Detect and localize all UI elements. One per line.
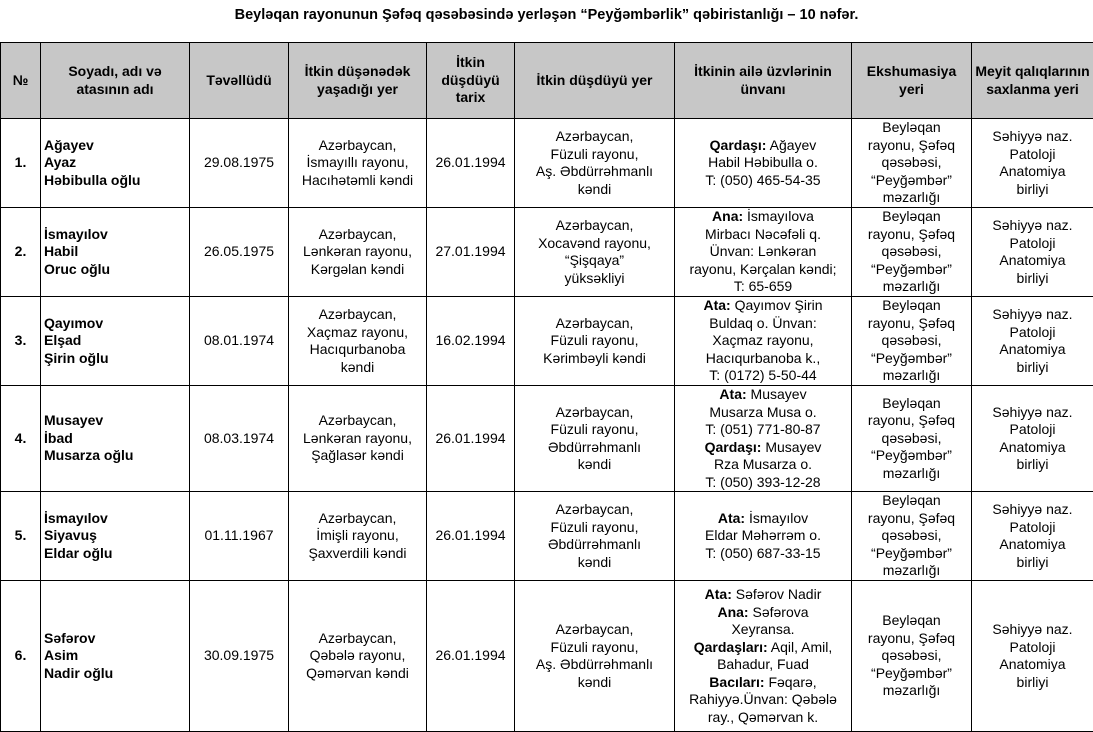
family-line: [678, 154, 848, 172]
place-line: Aş. Əbdürrəhmanlı: [518, 656, 671, 674]
exhumation-place: [852, 208, 972, 297]
relation-label: Ata:: [703, 297, 730, 313]
exhumation-line: Beyləqan: [855, 612, 968, 630]
exhumation-line: “Peyğəmbər”: [855, 447, 968, 465]
header-residence: İtkin düşənədək yaşadığı yer: [289, 43, 427, 119]
residence-line: Hacıhətəmli kəndi: [292, 172, 423, 190]
place-line: Füzuli rayonu,: [518, 332, 671, 350]
family-text: T: (050) 687-33-15: [705, 545, 820, 561]
relation-label: Ana:: [712, 208, 743, 224]
exhumation-line: Beyləqan: [855, 492, 968, 510]
name-line: Eldar oğlu: [44, 545, 186, 563]
name-line: Oruc oğlu: [44, 261, 186, 279]
family-line: [678, 674, 848, 692]
exhumation-line: Beyləqan: [855, 208, 968, 226]
exhumation-line: Beyləqan: [855, 395, 968, 413]
exhumation-line: məzarlığı: [855, 367, 968, 385]
family-line: [678, 527, 848, 545]
family-text: Ünvan: Lənkəran: [710, 243, 817, 259]
storage-line: birliyi: [975, 554, 1090, 572]
missing-place: [515, 208, 675, 297]
family-address: [675, 386, 852, 492]
family-line: [678, 639, 848, 657]
storage-line: Səhiyyə naz.: [975, 128, 1090, 146]
place-line: Füzuli rayonu,: [518, 146, 671, 164]
family-address: [675, 297, 852, 386]
header-exhumation-place: Ekshumasiya yeri: [852, 43, 972, 119]
person-name: [41, 297, 190, 386]
storage-line: Anatomiya: [975, 536, 1090, 554]
name-line: Asim: [44, 647, 186, 665]
residence: [289, 492, 427, 581]
residence-line: Xaçmaz rayonu,: [292, 324, 423, 342]
name-line: Musayev: [44, 412, 186, 430]
place-line: Xocavənd rayonu,: [518, 235, 671, 253]
family-text: Rahiyyə.Ünvan: Qəbələ: [689, 691, 837, 707]
exhumation-line: məzarlığı: [855, 682, 968, 700]
relation-label: Ana:: [717, 604, 748, 620]
residence: [289, 119, 427, 208]
storage-line: Patoloji: [975, 421, 1090, 439]
storage-place: [972, 492, 1093, 581]
birth-date: 01.11.1967: [190, 492, 289, 581]
name-line: İsmayılov: [44, 510, 186, 528]
exhumation-line: rayonu, Şəfəq: [855, 226, 968, 244]
name-line: Qayımov: [44, 315, 186, 333]
row-number: 5.: [1, 492, 41, 581]
name-line: Habil: [44, 243, 186, 261]
name-line: İsmayılov: [44, 226, 186, 244]
storage-place: [972, 119, 1093, 208]
row-number: 2.: [1, 208, 41, 297]
family-text: İsmayılova: [747, 208, 814, 224]
family-line: [678, 510, 848, 528]
relation-label: Qardaşı:: [705, 439, 762, 455]
storage-line: Səhiyyə naz.: [975, 621, 1090, 639]
missing-place: [515, 119, 675, 208]
storage-line: Patoloji: [975, 324, 1090, 342]
birth-date: 08.03.1974: [190, 386, 289, 492]
missing-place: [515, 297, 675, 386]
exhumation-line: “Peyğəmbər”: [855, 665, 968, 683]
residence: [289, 386, 427, 492]
family-text: Mirbacı Nəcəfəli q.: [705, 226, 821, 242]
exhumation-line: rayonu, Şəfəq: [855, 137, 968, 155]
exhumation-line: Beyləqan: [855, 119, 968, 137]
family-text: Habil Həbibulla o.: [708, 154, 818, 170]
exhumation-line: “Peyğəmbər”: [855, 350, 968, 368]
table-header-row: [1, 43, 1093, 119]
name-line: Şirin oğlu: [44, 350, 186, 368]
storage-line: Anatomiya: [975, 341, 1090, 359]
storage-place: [972, 208, 1093, 297]
header-storage-place: Meyit qalıqlarının saxlanma yeri: [972, 43, 1093, 119]
storage-line: birliyi: [975, 359, 1090, 377]
residence-line: Azərbaycan,: [292, 306, 423, 324]
missing-place: [515, 492, 675, 581]
family-line: [678, 208, 848, 226]
family-line: [678, 226, 848, 244]
family-line: [678, 421, 848, 439]
name-line: Nadir oğlu: [44, 665, 186, 683]
table-row: [1, 297, 1093, 386]
table-body: [1, 119, 1093, 732]
storage-line: birliyi: [975, 181, 1090, 199]
table-row: [1, 581, 1093, 732]
residence-line: Hacıqurbanoba: [292, 341, 423, 359]
family-line: [678, 297, 848, 315]
header-birth-date: Təvəllüdü: [190, 43, 289, 119]
family-line: [678, 439, 848, 457]
table-row: [1, 492, 1093, 581]
family-text: Hacıqurbanoba k.,: [706, 350, 820, 366]
family-line: [678, 656, 848, 674]
family-line: [678, 350, 848, 368]
place-line: Əbdürrəhmanlı: [518, 439, 671, 457]
residence-line: Qəmərvan kəndi: [292, 665, 423, 683]
exhumation-line: qəsəbəsi,: [855, 154, 968, 172]
place-line: kəndi: [518, 456, 671, 474]
exhumation-line: “Peyğəmbər”: [855, 545, 968, 563]
place-line: kəndi: [518, 181, 671, 199]
exhumation-line: qəsəbəsi,: [855, 430, 968, 448]
name-line: Elşad: [44, 332, 186, 350]
storage-line: birliyi: [975, 456, 1090, 474]
relation-label: Ata:: [718, 510, 745, 526]
relation-label: Ata:: [705, 586, 732, 602]
missing-date: 26.01.1994: [427, 386, 515, 492]
family-line: [678, 709, 848, 727]
exhumation-line: “Peyğəmbər”: [855, 172, 968, 190]
missing-place: [515, 581, 675, 732]
family-text: Ağayev: [770, 137, 817, 153]
row-number: 4.: [1, 386, 41, 492]
exhumation-line: qəsəbəsi,: [855, 647, 968, 665]
exhumation-line: rayonu, Şəfəq: [855, 510, 968, 528]
exhumation-line: məzarlığı: [855, 465, 968, 483]
missing-date: 27.01.1994: [427, 208, 515, 297]
family-text: T: (050) 393-12-28: [705, 474, 820, 490]
storage-line: Səhiyyə naz.: [975, 306, 1090, 324]
residence: [289, 581, 427, 732]
family-address: [675, 119, 852, 208]
birth-date: 29.08.1975: [190, 119, 289, 208]
burial-table: [0, 42, 1093, 732]
exhumation-line: məzarlığı: [855, 189, 968, 207]
header-missing-place: İtkin düşdüyü yer: [515, 43, 675, 119]
family-line: [678, 315, 848, 333]
residence-line: İmişli rayonu,: [292, 527, 423, 545]
residence-line: Lənkəran rayonu,: [292, 430, 423, 448]
place-line: “Şişqaya”: [518, 252, 671, 270]
storage-line: Patoloji: [975, 146, 1090, 164]
storage-line: Anatomiya: [975, 656, 1090, 674]
document-title: Beyləqan rayonunun Şəfəq qəsəbəsində yerləşən “Peyğəmbərlik” qəbiristanlığı – 10 nəfər.: [0, 5, 1093, 25]
row-number: 3.: [1, 297, 41, 386]
name-line: Həbibulla oğlu: [44, 172, 186, 190]
exhumation-place: [852, 581, 972, 732]
place-line: Aş. Əbdürrəhmanlı: [518, 163, 671, 181]
relation-label: Bacıları:: [709, 674, 764, 690]
person-name: [41, 492, 190, 581]
residence-line: Azərbaycan,: [292, 137, 423, 155]
name-line: Ağayev: [44, 137, 186, 155]
storage-line: birliyi: [975, 270, 1090, 288]
family-text: Səfərova: [752, 604, 808, 620]
exhumation-place: [852, 386, 972, 492]
place-line: Azərbaycan,: [518, 315, 671, 333]
name-line: İbad: [44, 430, 186, 448]
storage-line: Anatomiya: [975, 163, 1090, 181]
family-line: [678, 586, 848, 604]
residence-line: Azərbaycan,: [292, 226, 423, 244]
residence-line: kəndi: [292, 359, 423, 377]
relation-label: Ata:: [719, 386, 746, 402]
storage-line: birliyi: [975, 674, 1090, 692]
family-text: Xeyransa.: [731, 621, 794, 637]
table-row: [1, 119, 1093, 208]
row-number: 6.: [1, 581, 41, 732]
family-line: [678, 243, 848, 261]
family-line: [678, 456, 848, 474]
residence: [289, 208, 427, 297]
residence-line: Qəbələ rayonu,: [292, 647, 423, 665]
residence-line: Azərbaycan,: [292, 510, 423, 528]
place-line: Əbdürrəhmanlı: [518, 536, 671, 554]
family-text: ray., Qəmərvan k.: [708, 709, 818, 725]
family-text: Musayev: [765, 439, 821, 455]
family-text: Rza Musarza o.: [714, 456, 812, 472]
storage-line: Səhiyyə naz.: [975, 217, 1090, 235]
storage-place: [972, 581, 1093, 732]
family-text: Buldaq o. Ünvan:: [709, 315, 816, 331]
relation-label: Qardaşı:: [710, 137, 767, 153]
missing-date: 26.01.1994: [427, 581, 515, 732]
family-line: [678, 621, 848, 639]
residence-line: Kərgəlan kəndi: [292, 261, 423, 279]
exhumation-line: qəsəbəsi,: [855, 243, 968, 261]
family-text: Səfərov Nadir: [736, 586, 822, 602]
place-line: kəndi: [518, 554, 671, 572]
family-text: T: (050) 465-54-35: [705, 172, 820, 188]
storage-place: [972, 386, 1093, 492]
storage-line: Anatomiya: [975, 439, 1090, 457]
exhumation-place: [852, 119, 972, 208]
residence-line: Azərbaycan,: [292, 412, 423, 430]
person-name: [41, 581, 190, 732]
name-line: Siyavuş: [44, 527, 186, 545]
family-address: [675, 208, 852, 297]
relation-label: Qardaşları:: [694, 639, 768, 655]
family-text: İsmayılov: [749, 510, 808, 526]
family-text: T: (051) 771-80-87: [705, 421, 820, 437]
family-line: [678, 691, 848, 709]
exhumation-line: məzarlığı: [855, 562, 968, 580]
family-line: [678, 367, 848, 385]
storage-line: Patoloji: [975, 639, 1090, 657]
storage-place: [972, 297, 1093, 386]
family-line: [678, 137, 848, 155]
birth-date: 26.05.1975: [190, 208, 289, 297]
family-address: [675, 581, 852, 732]
family-text: Aqil, Amil,: [771, 639, 832, 655]
storage-line: Patoloji: [975, 235, 1090, 253]
missing-date: 26.01.1994: [427, 119, 515, 208]
exhumation-line: qəsəbəsi,: [855, 527, 968, 545]
person-name: [41, 119, 190, 208]
family-text: Eldar Məhərrəm o.: [705, 527, 821, 543]
residence-line: Azərbaycan,: [292, 630, 423, 648]
exhumation-line: məzarlığı: [855, 278, 968, 296]
exhumation-place: [852, 297, 972, 386]
family-text: rayonu, Kərçalan kəndi;: [689, 261, 836, 277]
birth-date: 08.01.1974: [190, 297, 289, 386]
storage-line: Səhiyyə naz.: [975, 501, 1090, 519]
family-text: T: 65-659: [734, 278, 792, 294]
storage-line: Anatomiya: [975, 252, 1090, 270]
place-line: kəndi: [518, 674, 671, 692]
exhumation-line: Beyləqan: [855, 297, 968, 315]
place-line: yüksəkliyi: [518, 270, 671, 288]
header-full-name: Soyadı, adı və atasının adı: [41, 43, 190, 119]
person-name: [41, 208, 190, 297]
table-row: [1, 208, 1093, 297]
place-line: Füzuli rayonu,: [518, 519, 671, 537]
birth-date: 30.09.1975: [190, 581, 289, 732]
residence-line: Şağlasər kəndi: [292, 447, 423, 465]
place-line: Azərbaycan,: [518, 621, 671, 639]
family-text: Qayımov Şirin: [735, 297, 823, 313]
table-row: [1, 386, 1093, 492]
missing-date: 26.01.1994: [427, 492, 515, 581]
family-line: [678, 386, 848, 404]
family-text: Musayev: [751, 386, 807, 402]
place-line: Kərimbəyli kəndi: [518, 350, 671, 368]
family-text: T: (0172) 5-50-44: [709, 367, 816, 383]
family-line: [678, 172, 848, 190]
header-family-address: İtkinin ailə üzvlərinin ünvanı: [675, 43, 852, 119]
missing-date: 16.02.1994: [427, 297, 515, 386]
family-text: Musarza Musa o.: [709, 404, 816, 420]
name-line: Musarza oğlu: [44, 447, 186, 465]
storage-line: Patoloji: [975, 519, 1090, 537]
family-line: [678, 332, 848, 350]
place-line: Azərbaycan,: [518, 128, 671, 146]
residence-line: Lənkəran rayonu,: [292, 243, 423, 261]
header-number: №: [1, 43, 41, 119]
row-number: 1.: [1, 119, 41, 208]
header-missing-date: İtkin düşdüyü tarix: [427, 43, 515, 119]
missing-place: [515, 386, 675, 492]
storage-line: Səhiyyə naz.: [975, 404, 1090, 422]
family-text: Bahadur, Fuad: [717, 656, 809, 672]
residence: [289, 297, 427, 386]
family-line: [678, 474, 848, 492]
name-line: Ayaz: [44, 154, 186, 172]
family-address: [675, 492, 852, 581]
family-line: [678, 545, 848, 563]
place-line: Azərbaycan,: [518, 501, 671, 519]
exhumation-line: “Peyğəmbər”: [855, 261, 968, 279]
place-line: Azərbaycan,: [518, 404, 671, 422]
place-line: Azərbaycan,: [518, 217, 671, 235]
exhumation-line: rayonu, Şəfəq: [855, 412, 968, 430]
family-line: [678, 404, 848, 422]
place-line: Füzuli rayonu,: [518, 639, 671, 657]
exhumation-line: qəsəbəsi,: [855, 332, 968, 350]
exhumation-place: [852, 492, 972, 581]
exhumation-line: rayonu, Şəfəq: [855, 630, 968, 648]
residence-line: İsmayıllı rayonu,: [292, 154, 423, 172]
place-line: Füzuli rayonu,: [518, 421, 671, 439]
family-line: [678, 261, 848, 279]
family-line: [678, 604, 848, 622]
family-text: Fəqarə,: [768, 674, 816, 690]
residence-line: Şaxverdili kəndi: [292, 545, 423, 563]
person-name: [41, 386, 190, 492]
family-text: Xaçmaz rayonu,: [712, 332, 813, 348]
family-line: [678, 278, 848, 296]
name-line: Səfərov: [44, 630, 186, 648]
exhumation-line: rayonu, Şəfəq: [855, 315, 968, 333]
